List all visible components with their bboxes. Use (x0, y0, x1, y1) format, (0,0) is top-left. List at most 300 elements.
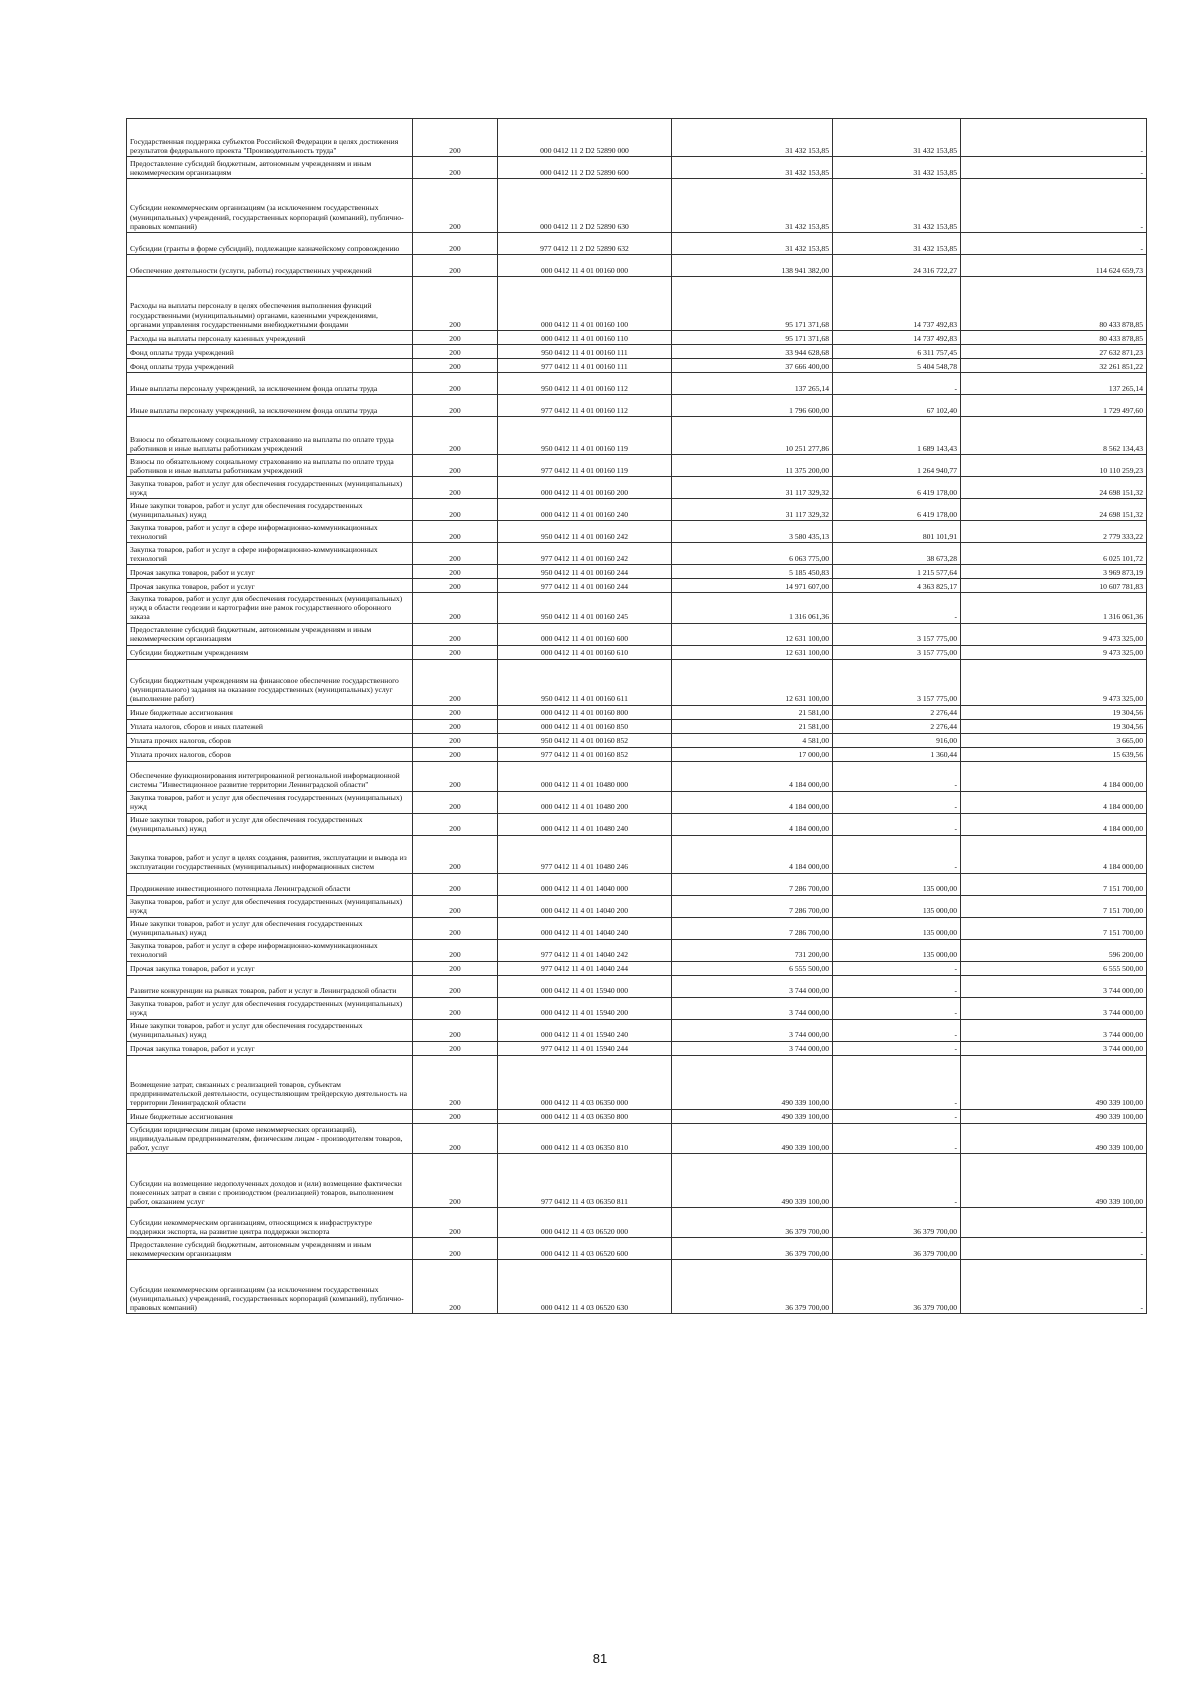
table-row (127, 761, 1147, 791)
executed-amount-cell: 36 379 700,00 (833, 1208, 961, 1238)
table-row (127, 623, 1147, 645)
expense-name-cell: Фонд оплаты труда учреждений (127, 359, 413, 373)
line-code-cell: 200 (413, 1238, 498, 1260)
budget-classification-code-cell: 000 0412 11 4 01 14040 240 (498, 917, 672, 939)
unexecuted-amount-cell: 4 184 000,00 (961, 813, 1147, 835)
line-code-cell: 200 (413, 477, 498, 499)
table-row (127, 157, 1147, 179)
line-code-cell: 200 (413, 565, 498, 579)
executed-amount-cell: 14 737 492,83 (833, 331, 961, 345)
unexecuted-amount-cell: 4 184 000,00 (961, 761, 1147, 791)
expense-name-cell: Субсидии бюджетным учреждениям (127, 645, 413, 659)
executed-amount-cell: 31 432 153,85 (833, 157, 961, 179)
expense-name-cell: Субсидии (гранты в форме субсидий), подлежащие казначейскому сопровождению (127, 233, 413, 255)
table-row (127, 1208, 1147, 1238)
approved-amount-cell: 36 379 700,00 (672, 1260, 833, 1314)
unexecuted-amount-cell: - (961, 157, 1147, 179)
table-row (127, 543, 1147, 565)
budget-classification-code-cell: 000 0412 11 4 01 10480 000 (498, 761, 672, 791)
unexecuted-amount-cell: 4 184 000,00 (961, 835, 1147, 873)
expense-name-cell: Иные закупки товаров, работ и услуг для обеспечения государственных (муниципальных) нужд (127, 917, 413, 939)
line-code-cell: 200 (413, 179, 498, 233)
budget-classification-code-cell: 977 0412 11 4 01 14040 242 (498, 939, 672, 961)
expense-name-cell: Расходы на выплаты персоналу казенных учреждений (127, 331, 413, 345)
budget-classification-code-cell: 000 0412 11 2 D2 52890 600 (498, 157, 672, 179)
line-code-cell: 200 (413, 1055, 498, 1109)
executed-amount-cell: 916,00 (833, 733, 961, 747)
unexecuted-amount-cell: 27 632 871,23 (961, 345, 1147, 359)
budget-classification-code-cell: 000 0412 11 4 03 06350 000 (498, 1055, 672, 1109)
expense-name-cell: Субсидии юридическим лицам (кроме некоммерческих организаций), индивидуальным предпринимателям, физическим лицам - производителям товаров, работ, услуг (127, 1123, 413, 1154)
line-code-cell: 200 (413, 417, 498, 455)
executed-amount-cell: 5 404 548,78 (833, 359, 961, 373)
executed-amount-cell: 1 689 143,43 (833, 417, 961, 455)
unexecuted-amount-cell: 3 744 000,00 (961, 1019, 1147, 1041)
expense-name-cell: Прочая закупка товаров, работ и услуг (127, 579, 413, 593)
expense-name-cell: Обеспечение деятельности (услуги, работы) государственных учреждений (127, 255, 413, 277)
approved-amount-cell: 5 185 450,83 (672, 565, 833, 579)
executed-amount-cell: 38 673,28 (833, 543, 961, 565)
line-code-cell: 200 (413, 997, 498, 1019)
budget-classification-code-cell: 000 0412 11 4 01 14040 200 (498, 895, 672, 917)
approved-amount-cell: 4 184 000,00 (672, 835, 833, 873)
unexecuted-amount-cell: 3 665,00 (961, 733, 1147, 747)
executed-amount-cell: - (833, 791, 961, 813)
approved-amount-cell: 4 184 000,00 (672, 761, 833, 791)
budget-classification-code-cell: 000 0412 11 4 01 10480 240 (498, 813, 672, 835)
executed-amount-cell: 3 157 775,00 (833, 623, 961, 645)
table-row (127, 1055, 1147, 1109)
expense-name-cell: Иные бюджетные ассигнования (127, 1109, 413, 1123)
table-row (127, 579, 1147, 593)
approved-amount-cell: 95 171 371,68 (672, 277, 833, 331)
unexecuted-amount-cell: 4 184 000,00 (961, 791, 1147, 813)
page-number: 81 (592, 1651, 608, 1666)
budget-classification-code-cell: 977 0412 11 4 01 00160 111 (498, 359, 672, 373)
budget-classification-code-cell: 000 0412 11 4 03 06520 000 (498, 1208, 672, 1238)
table-body (127, 119, 1147, 1314)
unexecuted-amount-cell: - (961, 119, 1147, 157)
unexecuted-amount-cell: 3 744 000,00 (961, 1041, 1147, 1055)
unexecuted-amount-cell: 2 779 333,22 (961, 521, 1147, 543)
unexecuted-amount-cell: - (961, 1208, 1147, 1238)
unexecuted-amount-cell: 9 473 325,00 (961, 645, 1147, 659)
unexecuted-amount-cell: 9 473 325,00 (961, 659, 1147, 705)
expense-name-cell: Закупка товаров, работ и услуг для обеспечения государственных (муниципальных) нужд (127, 895, 413, 917)
expense-name-cell: Субсидии бюджетным учреждениям на финансовое обеспечение государственного (муниципального) задания на оказание государственных (муниципальных) услуг (выполнение работ) (127, 659, 413, 705)
line-code-cell: 200 (413, 747, 498, 761)
line-code-cell: 200 (413, 791, 498, 813)
expense-name-cell: Обеспечение функционирования интегрированной региональной информационной системы "Инвестиционное развитие территории Ленинградской области" (127, 761, 413, 791)
budget-classification-code-cell: 977 0412 11 4 01 00160 852 (498, 747, 672, 761)
approved-amount-cell: 31 432 153,85 (672, 119, 833, 157)
approved-amount-cell: 4 184 000,00 (672, 791, 833, 813)
executed-amount-cell: 6 311 757,45 (833, 345, 961, 359)
table-row (127, 1260, 1147, 1314)
unexecuted-amount-cell: - (961, 233, 1147, 255)
executed-amount-cell: 3 157 775,00 (833, 659, 961, 705)
executed-amount-cell: 135 000,00 (833, 873, 961, 895)
table-row (127, 233, 1147, 255)
table-row (127, 1123, 1147, 1154)
table-row (127, 917, 1147, 939)
expense-name-cell: Закупка товаров, работ и услуг для обеспечения государственных (муниципальных) нужд (127, 997, 413, 1019)
approved-amount-cell: 490 339 100,00 (672, 1123, 833, 1154)
budget-classification-code-cell: 000 0412 11 4 01 00160 610 (498, 645, 672, 659)
table-row (127, 705, 1147, 719)
budget-classification-code-cell: 000 0412 11 4 03 06520 630 (498, 1260, 672, 1314)
unexecuted-amount-cell: 490 339 100,00 (961, 1109, 1147, 1123)
budget-classification-code-cell: 977 0412 11 4 01 10480 246 (498, 835, 672, 873)
table-row (127, 395, 1147, 417)
unexecuted-amount-cell: - (961, 179, 1147, 233)
executed-amount-cell: - (833, 1123, 961, 1154)
approved-amount-cell: 1 316 061,36 (672, 593, 833, 624)
executed-amount-cell: - (833, 1019, 961, 1041)
unexecuted-amount-cell: 3 744 000,00 (961, 997, 1147, 1019)
expense-name-cell: Развитие конкуренции на рынках товаров, работ и услуг в Ленинградской области (127, 975, 413, 997)
budget-classification-code-cell: 950 0412 11 4 01 00160 852 (498, 733, 672, 747)
approved-amount-cell: 490 339 100,00 (672, 1109, 833, 1123)
table-row (127, 477, 1147, 499)
unexecuted-amount-cell: 80 433 878,85 (961, 277, 1147, 331)
line-code-cell: 200 (413, 521, 498, 543)
expense-name-cell: Закупка товаров, работ и услуг для обеспечения государственных (муниципальных) нужд (127, 477, 413, 499)
line-code-cell: 200 (413, 233, 498, 255)
budget-classification-code-cell: 000 0412 11 4 01 00160 000 (498, 255, 672, 277)
executed-amount-cell: - (833, 593, 961, 624)
approved-amount-cell: 21 581,00 (672, 705, 833, 719)
budget-classification-code-cell: 000 0412 11 4 03 06520 600 (498, 1238, 672, 1260)
expense-name-cell: Государственная поддержка субъектов Российской Федерации в целях достижения результатов федерального проекта "Производительность труда" (127, 119, 413, 157)
expense-name-cell: Субсидии на возмещение недополученных доходов и (или) возмещение фактически понесенных затрат в связи с производством (реализацией) товаров, выполнением работ, оказанием услуг (127, 1154, 413, 1208)
table-row (127, 521, 1147, 543)
table-row (127, 873, 1147, 895)
approved-amount-cell: 3 580 435,13 (672, 521, 833, 543)
executed-amount-cell: - (833, 1055, 961, 1109)
line-code-cell: 200 (413, 1041, 498, 1055)
line-code-cell: 200 (413, 277, 498, 331)
line-code-cell: 200 (413, 895, 498, 917)
approved-amount-cell: 31 432 153,85 (672, 157, 833, 179)
budget-classification-code-cell: 000 0412 11 4 01 14040 000 (498, 873, 672, 895)
line-code-cell: 200 (413, 1109, 498, 1123)
budget-classification-code-cell: 000 0412 11 4 01 00160 850 (498, 719, 672, 733)
expense-name-cell: Закупка товаров, работ и услуг в целях создания, развития, эксплуатации и вывода из эксплуатации государственных (муниципальных) информационных систем (127, 835, 413, 873)
approved-amount-cell: 21 581,00 (672, 719, 833, 733)
expense-name-cell: Закупка товаров, работ и услуг для обеспечения государственных (муниципальных) нужд (127, 791, 413, 813)
approved-amount-cell: 12 631 100,00 (672, 623, 833, 645)
expense-name-cell: Предоставление субсидий бюджетным, автономным учреждениям и иным некоммерческим организациям (127, 1238, 413, 1260)
line-code-cell: 200 (413, 345, 498, 359)
executed-amount-cell: - (833, 997, 961, 1019)
executed-amount-cell: 2 276,44 (833, 719, 961, 733)
executed-amount-cell: 6 419 178,00 (833, 499, 961, 521)
line-code-cell: 200 (413, 659, 498, 705)
table-row (127, 277, 1147, 331)
budget-classification-code-cell: 000 0412 11 4 01 15940 000 (498, 975, 672, 997)
budget-classification-code-cell: 950 0412 11 4 01 00160 244 (498, 565, 672, 579)
approved-amount-cell: 4 184 000,00 (672, 813, 833, 835)
budget-classification-code-cell: 977 0412 11 4 01 00160 112 (498, 395, 672, 417)
expense-name-cell: Закупка товаров, работ и услуг в сфере информационно-коммуникационных технологий (127, 543, 413, 565)
table-row (127, 1019, 1147, 1041)
executed-amount-cell: - (833, 1109, 961, 1123)
line-code-cell: 200 (413, 255, 498, 277)
line-code-cell: 200 (413, 499, 498, 521)
table-row (127, 179, 1147, 233)
table-row (127, 499, 1147, 521)
budget-classification-code-cell: 000 0412 11 4 01 15940 240 (498, 1019, 672, 1041)
approved-amount-cell: 36 379 700,00 (672, 1208, 833, 1238)
line-code-cell: 200 (413, 1123, 498, 1154)
expense-name-cell: Фонд оплаты труда учреждений (127, 345, 413, 359)
budget-classification-code-cell: 950 0412 11 4 01 00160 112 (498, 373, 672, 395)
unexecuted-amount-cell: 596 200,00 (961, 939, 1147, 961)
expense-name-cell: Прочая закупка товаров, работ и услуг (127, 1041, 413, 1055)
executed-amount-cell: - (833, 761, 961, 791)
executed-amount-cell: 31 432 153,85 (833, 119, 961, 157)
unexecuted-amount-cell: 6 555 500,00 (961, 961, 1147, 975)
expense-name-cell: Закупка товаров, работ и услуг для обеспечения государственных (муниципальных) нужд в области геодезии и картографии вне рамок государственного оборонного заказа (127, 593, 413, 624)
line-code-cell: 200 (413, 939, 498, 961)
executed-amount-cell: - (833, 1041, 961, 1055)
unexecuted-amount-cell: 8 562 134,43 (961, 417, 1147, 455)
budget-classification-code-cell: 950 0412 11 4 01 00160 111 (498, 345, 672, 359)
line-code-cell: 200 (413, 455, 498, 477)
approved-amount-cell: 10 251 277,86 (672, 417, 833, 455)
budget-classification-code-cell: 950 0412 11 4 01 00160 611 (498, 659, 672, 705)
line-code-cell: 200 (413, 1154, 498, 1208)
expense-name-cell: Иные закупки товаров, работ и услуг для обеспечения государственных (муниципальных) нужд (127, 499, 413, 521)
unexecuted-amount-cell: 24 698 151,32 (961, 477, 1147, 499)
budget-classification-code-cell: 977 0412 11 4 01 00160 119 (498, 455, 672, 477)
line-code-cell: 200 (413, 645, 498, 659)
budget-classification-code-cell: 000 0412 11 4 01 00160 600 (498, 623, 672, 645)
line-code-cell: 200 (413, 157, 498, 179)
table-row (127, 1109, 1147, 1123)
unexecuted-amount-cell: 15 639,56 (961, 747, 1147, 761)
executed-amount-cell: 1 215 577,64 (833, 565, 961, 579)
executed-amount-cell: 2 276,44 (833, 705, 961, 719)
approved-amount-cell: 31 432 153,85 (672, 179, 833, 233)
unexecuted-amount-cell: 114 624 659,73 (961, 255, 1147, 277)
expense-name-cell: Уплата прочих налогов, сборов (127, 733, 413, 747)
budget-classification-code-cell: 000 0412 11 4 01 15940 200 (498, 997, 672, 1019)
line-code-cell: 200 (413, 543, 498, 565)
unexecuted-amount-cell: 490 339 100,00 (961, 1154, 1147, 1208)
table-row (127, 1238, 1147, 1260)
line-code-cell: 200 (413, 373, 498, 395)
unexecuted-amount-cell: 7 151 700,00 (961, 873, 1147, 895)
line-code-cell: 200 (413, 705, 498, 719)
approved-amount-cell: 490 339 100,00 (672, 1055, 833, 1109)
unexecuted-amount-cell: 19 304,56 (961, 705, 1147, 719)
line-code-cell: 200 (413, 623, 498, 645)
approved-amount-cell: 6 063 775,00 (672, 543, 833, 565)
budget-classification-code-cell: 000 0412 11 4 03 06350 810 (498, 1123, 672, 1154)
budget-classification-code-cell: 000 0412 11 4 03 06350 800 (498, 1109, 672, 1123)
line-code-cell: 200 (413, 1208, 498, 1238)
executed-amount-cell: 36 379 700,00 (833, 1238, 961, 1260)
approved-amount-cell: 7 286 700,00 (672, 895, 833, 917)
approved-amount-cell: 14 971 607,00 (672, 579, 833, 593)
expense-name-cell: Возмещение затрат, связанных с реализацией товаров, субъектам предпринимательской деятельности, осуществляющим трейдерскую деятельность на территории Ленинградской области (127, 1055, 413, 1109)
expense-name-cell: Прочая закупка товаров, работ и услуг (127, 565, 413, 579)
budget-classification-code-cell: 950 0412 11 4 01 00160 119 (498, 417, 672, 455)
line-code-cell: 200 (413, 593, 498, 624)
expense-name-cell: Расходы на выплаты персоналу в целях обеспечения выполнения функций государственными (муниципальными) органами, казенными учреждениями, органами управления государственными внебюджетными фондами (127, 277, 413, 331)
budget-classification-code-cell: 950 0412 11 4 01 00160 245 (498, 593, 672, 624)
executed-amount-cell: 135 000,00 (833, 895, 961, 917)
line-code-cell: 200 (413, 395, 498, 417)
budget-classification-code-cell: 000 0412 11 4 01 00160 800 (498, 705, 672, 719)
table-row (127, 659, 1147, 705)
line-code-cell: 200 (413, 579, 498, 593)
approved-amount-cell: 12 631 100,00 (672, 659, 833, 705)
executed-amount-cell: - (833, 961, 961, 975)
approved-amount-cell: 31 432 153,85 (672, 233, 833, 255)
unexecuted-amount-cell: 7 151 700,00 (961, 895, 1147, 917)
unexecuted-amount-cell: 7 151 700,00 (961, 917, 1147, 939)
table-row (127, 373, 1147, 395)
budget-classification-code-cell: 977 0412 11 4 03 06350 811 (498, 1154, 672, 1208)
line-code-cell: 200 (413, 733, 498, 747)
executed-amount-cell: 3 157 775,00 (833, 645, 961, 659)
line-code-cell: 200 (413, 761, 498, 791)
expense-name-cell: Иные выплаты персоналу учреждений, за исключением фонда оплаты труда (127, 395, 413, 417)
unexecuted-amount-cell: 24 698 151,32 (961, 499, 1147, 521)
executed-amount-cell: 4 363 825,17 (833, 579, 961, 593)
approved-amount-cell: 31 117 329,32 (672, 499, 833, 521)
expense-name-cell: Уплата налогов, сборов и иных платежей (127, 719, 413, 733)
approved-amount-cell: 3 744 000,00 (672, 1019, 833, 1041)
expense-name-cell: Иные бюджетные ассигнования (127, 705, 413, 719)
unexecuted-amount-cell: - (961, 1260, 1147, 1314)
line-code-cell: 200 (413, 975, 498, 997)
unexecuted-amount-cell: 137 265,14 (961, 373, 1147, 395)
unexecuted-amount-cell: 10 110 259,23 (961, 455, 1147, 477)
budget-expenditure-table (126, 118, 1147, 1314)
expense-name-cell: Иные закупки товаров, работ и услуг для обеспечения государственных (муниципальных) нужд (127, 813, 413, 835)
approved-amount-cell: 3 744 000,00 (672, 1041, 833, 1055)
line-code-cell: 200 (413, 961, 498, 975)
approved-amount-cell: 138 941 382,00 (672, 255, 833, 277)
table-row (127, 455, 1147, 477)
budget-classification-code-cell: 977 0412 11 4 01 00160 242 (498, 543, 672, 565)
approved-amount-cell: 31 117 329,32 (672, 477, 833, 499)
budget-classification-code-cell: 000 0412 11 4 01 00160 110 (498, 331, 672, 345)
line-code-cell: 200 (413, 359, 498, 373)
table-row (127, 719, 1147, 733)
budget-classification-code-cell: 000 0412 11 2 D2 52890 630 (498, 179, 672, 233)
unexecuted-amount-cell: 19 304,56 (961, 719, 1147, 733)
unexecuted-amount-cell: 1 316 061,36 (961, 593, 1147, 624)
budget-classification-code-cell: 000 0412 11 4 01 00160 100 (498, 277, 672, 331)
table-row (127, 791, 1147, 813)
table-row (127, 975, 1147, 997)
line-code-cell: 200 (413, 917, 498, 939)
expense-name-cell: Закупка товаров, работ и услуг в сфере информационно-коммуникационных технологий (127, 939, 413, 961)
approved-amount-cell: 95 171 371,68 (672, 331, 833, 345)
table-row (127, 345, 1147, 359)
table-row (127, 331, 1147, 345)
budget-report-sheet (126, 118, 1146, 1314)
line-code-cell: 200 (413, 119, 498, 157)
executed-amount-cell: 135 000,00 (833, 939, 961, 961)
expense-name-cell: Взносы по обязательному социальному страхованию на выплаты по оплате труда работников и иные выплаты работникам учреждений (127, 417, 413, 455)
executed-amount-cell: 67 102,40 (833, 395, 961, 417)
executed-amount-cell: 36 379 700,00 (833, 1260, 961, 1314)
unexecuted-amount-cell: 80 433 878,85 (961, 331, 1147, 345)
expense-name-cell: Закупка товаров, работ и услуг в сфере информационно-коммуникационных технологий (127, 521, 413, 543)
approved-amount-cell: 137 265,14 (672, 373, 833, 395)
executed-amount-cell: - (833, 373, 961, 395)
budget-classification-code-cell: 950 0412 11 4 01 00160 242 (498, 521, 672, 543)
table-row (127, 593, 1147, 624)
unexecuted-amount-cell: 32 261 851,22 (961, 359, 1147, 373)
expense-name-cell: Иные выплаты персоналу учреждений, за исключением фонда оплаты труда (127, 373, 413, 395)
executed-amount-cell: 31 432 153,85 (833, 233, 961, 255)
expense-name-cell: Продвижение инвестиционного потенциала Ленинградской области (127, 873, 413, 895)
approved-amount-cell: 17 000,00 (672, 747, 833, 761)
budget-classification-code-cell: 977 0412 11 4 01 15940 244 (498, 1041, 672, 1055)
line-code-cell: 200 (413, 1019, 498, 1041)
expense-name-cell: Прочая закупка товаров, работ и услуг (127, 961, 413, 975)
approved-amount-cell: 1 796 600,00 (672, 395, 833, 417)
executed-amount-cell: 31 432 153,85 (833, 179, 961, 233)
unexecuted-amount-cell: 6 025 101,72 (961, 543, 1147, 565)
unexecuted-amount-cell: 9 473 325,00 (961, 623, 1147, 645)
approved-amount-cell: 3 744 000,00 (672, 975, 833, 997)
approved-amount-cell: 4 581,00 (672, 733, 833, 747)
table-row (127, 417, 1147, 455)
expense-name-cell: Взносы по обязательному социальному страхованию на выплаты по оплате труда работников и иные выплаты работникам учреждений (127, 455, 413, 477)
budget-classification-code-cell: 977 0412 11 4 01 14040 244 (498, 961, 672, 975)
table-row (127, 119, 1147, 157)
table-row (127, 255, 1147, 277)
expense-name-cell: Предоставление субсидий бюджетным, автономным учреждениям и иным некоммерческим организациям (127, 623, 413, 645)
line-code-cell: 200 (413, 813, 498, 835)
expense-name-cell: Субсидии некоммерческим организациям, относящимся к инфраструктуре поддержки экспорта, на развитие центра поддержки экспорта (127, 1208, 413, 1238)
table-row (127, 939, 1147, 961)
line-code-cell: 200 (413, 835, 498, 873)
unexecuted-amount-cell: 1 729 497,60 (961, 395, 1147, 417)
table-row (127, 359, 1147, 373)
table-row (127, 645, 1147, 659)
executed-amount-cell: - (833, 975, 961, 997)
executed-amount-cell: 135 000,00 (833, 917, 961, 939)
executed-amount-cell: - (833, 835, 961, 873)
unexecuted-amount-cell: - (961, 1238, 1147, 1260)
executed-amount-cell: - (833, 813, 961, 835)
budget-classification-code-cell: 000 0412 11 4 01 00160 240 (498, 499, 672, 521)
executed-amount-cell: - (833, 1154, 961, 1208)
table-row (127, 813, 1147, 835)
expense-name-cell: Предоставление субсидий бюджетным, автономным учреждениям и иным некоммерческим организациям (127, 157, 413, 179)
table-row (127, 895, 1147, 917)
approved-amount-cell: 36 379 700,00 (672, 1238, 833, 1260)
approved-amount-cell: 490 339 100,00 (672, 1154, 833, 1208)
budget-classification-code-cell: 000 0412 11 4 01 00160 200 (498, 477, 672, 499)
approved-amount-cell: 6 555 500,00 (672, 961, 833, 975)
approved-amount-cell: 37 666 400,00 (672, 359, 833, 373)
unexecuted-amount-cell: 3 969 873,19 (961, 565, 1147, 579)
approved-amount-cell: 11 375 200,00 (672, 455, 833, 477)
expense-name-cell: Субсидии некоммерческим организациям (за исключением государственных (муниципальных) учреждений, государственных корпораций (компаний), публично-правовых компаний) (127, 1260, 413, 1314)
unexecuted-amount-cell: 490 339 100,00 (961, 1123, 1147, 1154)
table-row (127, 733, 1147, 747)
